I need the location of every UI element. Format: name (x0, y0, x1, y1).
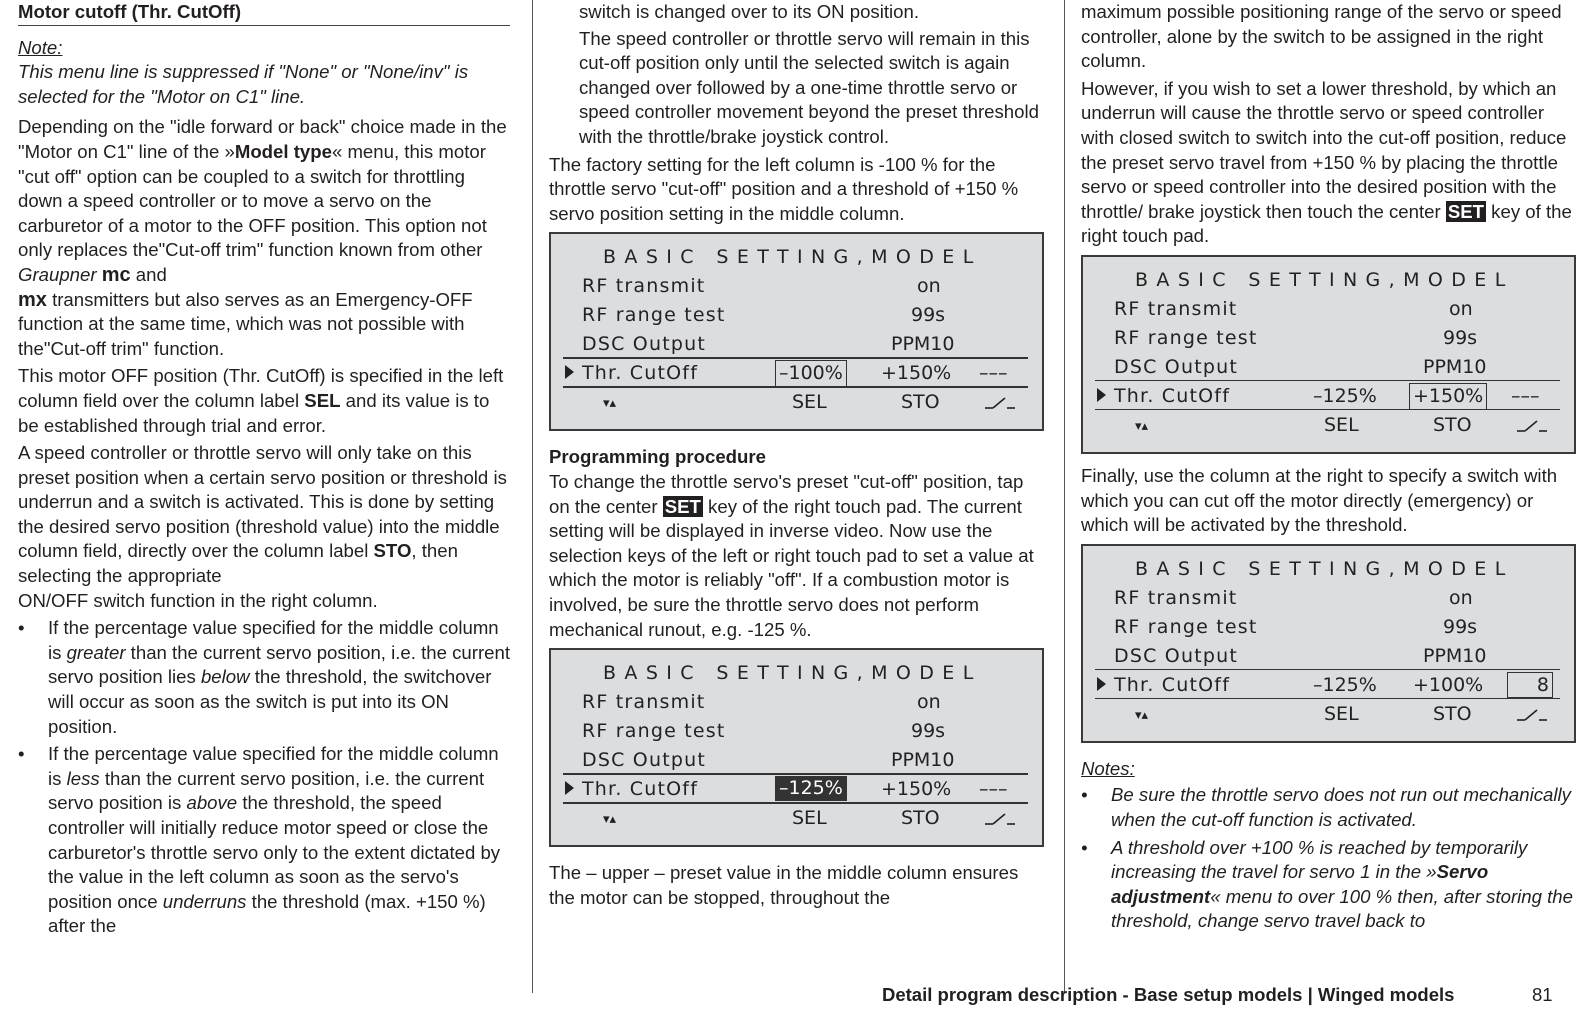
lcd-column-label: STO (1433, 702, 1472, 725)
note-label: Note: (18, 36, 63, 58)
switch-value[interactable]: 8 (1507, 672, 1553, 699)
row-separator (1095, 698, 1560, 700)
lcd-value: PPM10 (1423, 355, 1487, 378)
lcd-label: Thr. CutOff (582, 362, 699, 385)
lcd-value: PPM10 (891, 749, 955, 772)
brand-name: Graupner (18, 263, 97, 285)
lcd-value: 99s (911, 304, 946, 327)
bullet-list (18, 616, 510, 939)
menu-name: Servo adjustment (1111, 861, 1489, 907)
lcd-column-label: STO (901, 391, 940, 414)
lcd-label: RF range test (1114, 326, 1258, 349)
page-number: 81 (1532, 984, 1553, 1005)
paragraph: The speed controller or throttle servo will remain in this cut-off position only until the selected switch is again changed over followed by a one-time throttle servo or speed controller movement beyond the preset threshold with the throttle/brake joystick control. (579, 27, 1039, 147)
lcd-screen-4 (1081, 544, 1576, 743)
lcd-label: RF range test (582, 304, 726, 327)
paragraph: ON/OFF switch function in the right column. (18, 589, 378, 611)
column-divider (532, 0, 533, 993)
paragraph (1081, 77, 1577, 249)
row-separator (1095, 669, 1560, 671)
lcd-column-label: SEL (1324, 413, 1359, 436)
text: A speed controller or throttle servo will only take on this preset position when a certain servo position or threshold is underrun and a switch is activated. This is done by setting the desired servo position (threshold value) into the middle column field, directly over the column label (18, 442, 507, 562)
switch-icon (1515, 707, 1549, 723)
scroll-arrows-icon: ▾▴ (603, 396, 617, 412)
sto-value[interactable]: +150% (1409, 383, 1487, 410)
lcd-label: RF range test (1114, 615, 1258, 638)
text: transmitters but also serves as an Emergency-OFF function at the same time, which was not possible with the"Cut-off trim" function. (18, 288, 473, 359)
row-separator (1095, 380, 1560, 382)
sto-value[interactable]: +150% (881, 362, 952, 385)
text: , then selecting the appropriate (18, 540, 458, 587)
row-separator (1095, 409, 1560, 411)
paragraph: switch is changed over to its ON position. (579, 1, 920, 22)
label-sel: SEL (304, 389, 341, 411)
paragraph (18, 441, 510, 589)
lcd-label: Thr. CutOff (1114, 384, 1231, 407)
notes-list (1081, 783, 1577, 934)
paragraph: The – upper – preset value in the middle column ensures the motor can be stopped, throughout the (549, 862, 1019, 908)
paragraph (18, 364, 510, 438)
list-item (18, 742, 510, 939)
lcd-column-label: SEL (792, 391, 827, 414)
sto-value[interactable]: +150% (881, 778, 952, 801)
row-pointer-icon (1097, 677, 1106, 691)
switch-value[interactable]: ––– (979, 778, 1008, 801)
lcd-value: 99s (911, 720, 946, 743)
column-left (18, 0, 510, 942)
lcd-label: RF transmit (582, 275, 706, 298)
text: If the percentage value specified for the middle column is (48, 743, 499, 789)
lcd-value: 99s (1443, 326, 1478, 349)
lcd-label: RF transmit (1114, 297, 1238, 320)
text: If the percentage value specified for the middle column is (48, 617, 499, 663)
lcd-label: DSC Output (1114, 644, 1238, 667)
lcd-title: BASIC SETTING,MODEL (1135, 268, 1514, 291)
emphasis: below (200, 666, 250, 688)
text: the threshold, the switchover will occur as soon as the switch is put into its ON position. (48, 666, 492, 737)
row-pointer-icon (565, 781, 574, 795)
row-pointer-icon (565, 365, 574, 379)
text: « menu to over 100 % then, after storing the threshold, change servo travel back to (1111, 885, 1573, 932)
lcd-label: DSC Output (582, 333, 706, 356)
text: A threshold over +100 % is reached by temporarily increasing the travel for servo 1 in the » (1111, 836, 1528, 883)
emphasis: greater (66, 641, 126, 663)
sel-value[interactable]: –125% (1313, 384, 1377, 407)
switch-icon (983, 395, 1017, 411)
text: the threshold, the speed controller will initially reduce motor speed or close the carburetor's throttle servo only to the extent dictated by the value in the left column as soon as the servo's position once (48, 792, 501, 912)
text: Depending on the "idle forward or back" choice made in the "Motor on C1" line of the » (18, 116, 507, 162)
emphasis: above (186, 792, 238, 814)
emphasis: underruns (162, 890, 247, 912)
lcd-screen-3 (1081, 255, 1576, 454)
lcd-title: BASIC SETTING,MODEL (603, 246, 982, 269)
lcd-value: on (917, 691, 941, 714)
sel-value[interactable]: –100% (775, 360, 847, 387)
lcd-column-label: STO (1433, 413, 1472, 436)
text: To change the throttle servo's preset "cut-off" position, tap on the center (549, 470, 1024, 517)
note-text: This menu line is suppressed if "None" or "None/inv" is selected for the "Motor on C1" line. (18, 61, 469, 107)
paragraph (549, 470, 1046, 642)
list-item: • Be sure the throttle servo does not run out mechanically when the cut-off function is activated. (1081, 783, 1577, 832)
lcd-value: 99s (1443, 615, 1478, 638)
text: This motor OFF position (Thr. CutOff) is specified in the left column field over the column label (18, 365, 504, 411)
set-key-icon: SET (1447, 200, 1485, 222)
section-heading: Motor cutoff (Thr. CutOff) (18, 0, 510, 26)
section-heading: Programming procedure (549, 446, 766, 468)
brand-mc: mc (101, 263, 131, 286)
lcd-label: DSC Output (1114, 355, 1238, 378)
sel-value[interactable]: –125% (1313, 673, 1377, 696)
row-separator (563, 386, 1028, 388)
scroll-arrows-icon: ▾▴ (1135, 707, 1149, 723)
lcd-value: on (917, 275, 941, 298)
switch-value[interactable]: ––– (1511, 384, 1540, 407)
emphasis: less (66, 767, 100, 789)
lcd-value: PPM10 (1423, 644, 1487, 667)
text: the threshold (max. +150 %) after the (48, 890, 486, 937)
row-separator (563, 802, 1028, 804)
switch-value[interactable]: ––– (979, 362, 1008, 385)
text: key of the right touch pad. The current setting will be displayed in inverse video. Now use the selection keys of the left or right touch pad to set a value at which the motor is reliably "off". If a combustion motor is involved, be sure the throttle servo does not perform mechanical runout, e.g. -125 %. (549, 495, 1034, 640)
lcd-title: BASIC SETTING,MODEL (1135, 557, 1514, 580)
label-sto: STO (373, 540, 412, 562)
lcd-label: Thr. CutOff (1114, 673, 1231, 696)
note (18, 36, 510, 110)
paragraph: maximum possible positioning range of the servo or speed controller, alone by the switch to be assigned in the right column. (1081, 1, 1562, 72)
lcd-value: on (1449, 297, 1473, 320)
column-middle (549, 0, 1046, 913)
text: However, if you wish to set a lower threshold, by which an underrun will cause the throttle servo or speed controller with closed switch to switch into the cut-off position, reduce the preset servo travel from +150 % by placing the throttle servo or speed controller into the desired position with the throttle/ brake joystick then touch the center (1081, 77, 1567, 222)
scroll-arrows-icon: ▾▴ (603, 812, 617, 828)
lcd-label: RF transmit (582, 691, 706, 714)
text: than the current servo position, i.e. the current servo position lies (48, 641, 510, 688)
text: « menu, this motor "cut off" option can be coupled to a switch for throttling down a speed controller or to move a servo on the carburetor of a motor to the OFF position. This option not only replaces the"Cut-off trim" function known from other (18, 140, 487, 261)
sto-value[interactable]: +100% (1413, 673, 1484, 696)
row-separator (563, 773, 1028, 775)
list-item (1081, 836, 1577, 934)
menu-name: Model type (234, 140, 332, 162)
scroll-arrows-icon: ▾▴ (1135, 418, 1149, 434)
switch-icon (983, 811, 1017, 827)
text: and its value is to be established through trial and error. (18, 389, 490, 436)
lcd-screen-2 (549, 648, 1044, 847)
lcd-label: DSC Output (582, 749, 706, 772)
row-pointer-icon (1097, 388, 1106, 402)
row-separator (563, 357, 1028, 359)
notes-label: Notes: (1081, 757, 1135, 779)
lcd-label: RF transmit (1114, 586, 1238, 609)
lcd-value: PPM10 (891, 333, 955, 356)
lcd-column-label: SEL (1324, 702, 1359, 725)
page-footer: Detail program description - Base setup models | Winged models (882, 984, 1455, 1005)
paragraph (18, 115, 510, 361)
column-divider (1064, 0, 1065, 993)
lcd-label: Thr. CutOff (582, 778, 699, 801)
paragraph: The factory setting for the left column is -100 % for the throttle servo "cut-off" position and a threshold of +150 % servo position setting in the middle column. (549, 153, 1019, 224)
lcd-column-label: STO (901, 807, 940, 830)
paragraph: Finally, use the column at the right to specify a switch with which you can cut off the motor directly (emergency) or which will be activated by the threshold. (1081, 464, 1558, 536)
lcd-value: on (1449, 586, 1473, 609)
text: than the current servo position, i.e. the current servo position is (48, 767, 485, 814)
sel-value[interactable]: –125% (775, 776, 847, 801)
lcd-column-label: SEL (792, 807, 827, 830)
lcd-title: BASIC SETTING,MODEL (603, 662, 982, 685)
lcd-screen-1 (549, 232, 1044, 431)
list-item (18, 616, 510, 739)
text: key of the right touch pad. (1081, 200, 1572, 247)
set-key-icon: SET (664, 495, 701, 517)
column-right (1081, 0, 1577, 937)
brand-mx: mx (18, 288, 47, 311)
text: and (130, 263, 167, 285)
switch-icon (1515, 418, 1549, 434)
lcd-label: RF range test (582, 720, 726, 743)
